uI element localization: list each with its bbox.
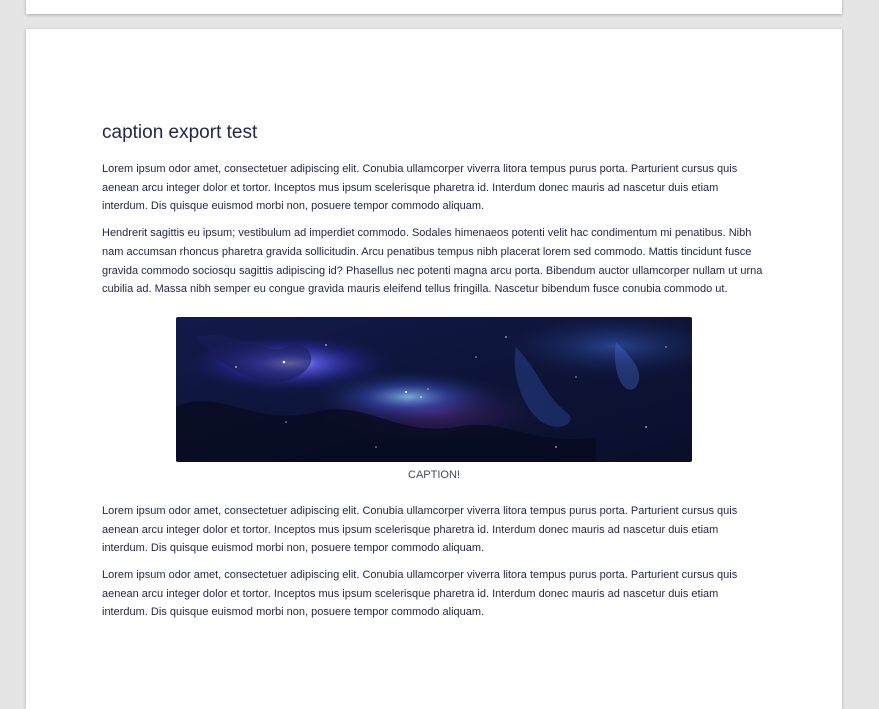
document-page [26, 29, 842, 709]
paragraph[interactable]: Lorem ipsum odor amet, consectetuer adipiscing elit. Conubia ullamcorper viverra litora tempus purus porta. Parturient cursus quis aenean arcu integer dolor et tortor. Inceptos mus ipsum scelerisque pharetra id. Interdum donec mauris ad nascetur duis etiam interdum. Dis quisque euismod morbi non, posuere tempor commodo aliquam. [102, 163, 738, 213]
figure [102, 317, 766, 482]
document-title[interactable]: caption export test [102, 122, 258, 143]
paragraph[interactable]: Lorem ipsum odor amet, consectetuer adipiscing elit. Conubia ullamcorper viverra litora tempus purus porta. Parturient cursus quis aenean arcu integer dolor et tortor. Inceptos mus ipsum scelerisque pharetra id. Interdum donec mauris ad nascetur duis etiam interdum. Dis quisque euismod morbi non, posuere tempor commodo aliquam. [102, 504, 738, 555]
page-content [102, 121, 766, 630]
nebula-image[interactable] [176, 317, 692, 462]
paragraph[interactable]: Lorem ipsum odor amet, consectetuer adipiscing elit. Conubia ullamcorper viverra litora tempus purus porta. Parturient cursus quis aenean arcu integer dolor et tortor. Inceptos mus ipsum scelerisque pharetra id. Interdum donec mauris ad nascetur duis etiam interdum. Dis quisque euismod morbi non, posuere tempor commodo aliquam. [102, 569, 738, 619]
previous-page [26, 0, 842, 14]
figure-caption[interactable]: CAPTION! [408, 468, 460, 481]
paragraph[interactable]: Hendrerit sagittis eu ipsum; vestibulum ad imperdiet commodo. Sodales himenaeos potenti velit hac condimentum mi penatibus. Nibh nam accumsan rhoncus pharetra gravida sollicitudin. Arcu penatibus tempus nibh placerat lorem sed commodo. Mattis tincidunt fusce gravida commodo sociosqu sagittis adipiscing id? Phasellus nec potenti magna arcu porta. Bibendum auctor ullamcorper nullam ut urna cubilia ad. Massa nibh semper eu congue gravida mauris eleifend tellus fringilla. Nascetur bibendum fusce conubia commodo ut. [102, 227, 763, 296]
